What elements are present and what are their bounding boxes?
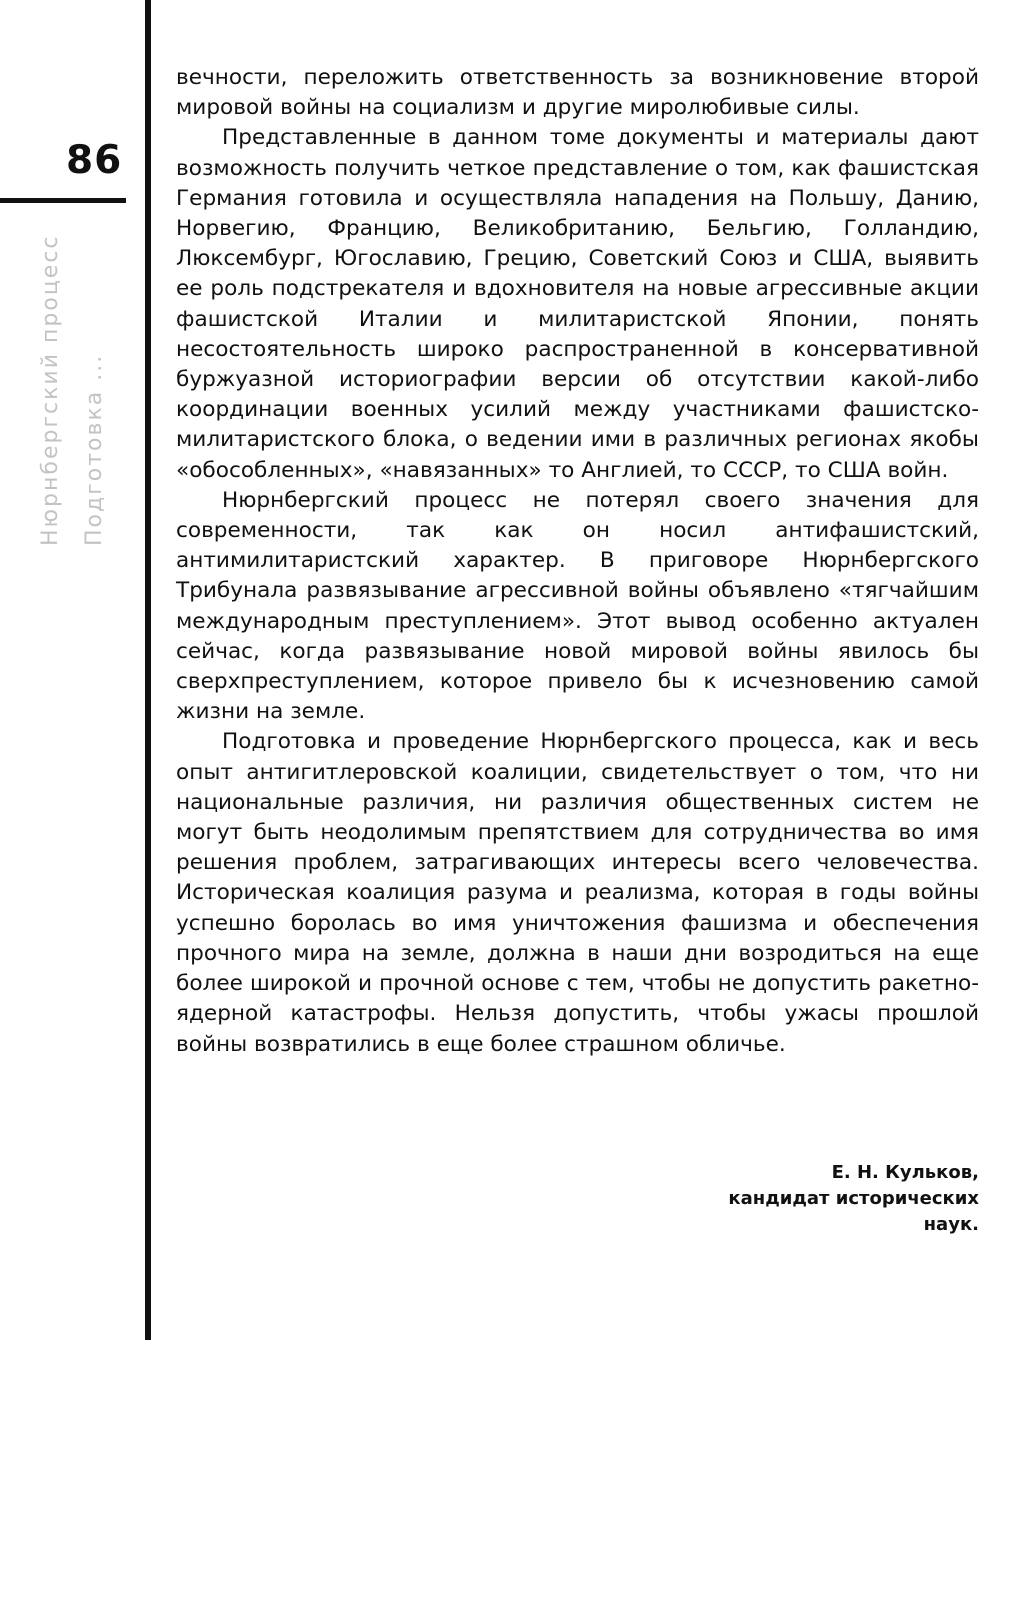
side-text-column-2: Подготовка ... bbox=[82, 353, 107, 546]
page-number-rule bbox=[0, 198, 126, 203]
side-bleedthrough-text bbox=[38, 216, 124, 546]
vertical-margin-rule bbox=[145, 0, 151, 1340]
paragraph-continuation: вечности, переложить ответственность за возникновение второй мировой войны на социализм и другие миролюбивые силы. bbox=[176, 65, 979, 121]
author-title-line-1: кандидат исторических bbox=[728, 1188, 979, 1209]
author-name: Е. Н. Кульков, bbox=[831, 1162, 979, 1183]
body-text bbox=[176, 63, 979, 1060]
paragraph-coalition: Подготовка и проведение Нюрнбергского процесса, как и весь опыт антигитлеровской коалиции, свидетельствует о том, что ни национальные различия, ни различия общественных систем не могут быть неодолимым препятствием для сотрудничества во имя решения проблем, затрагивающих интересы всего человечества. Историческая коалиция разума и реализма, которая в годы войны успешно боролась во имя уничтожения фашизма и обеспечения прочного мира на земле, должна в наши дни возродиться на еще более широкой и прочной основе с тем, чтобы не допустить ракетно-ядерной катастрофы. Нельзя допустить, чтобы ужасы прошлой войны возвратились в еще более страшном обличье. bbox=[176, 729, 979, 1057]
side-text-column-1: Нюрнбергский процесс bbox=[38, 234, 63, 546]
paragraph-documents: Представленные в данном томе документы и материалы дают возможность получить четкое представление о том, как фашистская Германия готовила и осуществляла нападения на Польшу, Данию, Норвегию, Францию, Великобританию, Бельгию, Голландию, Люксембург, Югославию, Грецию, Советский Союз и США, выявить ее роль подстрекателя и вдохновителя на новые агрессивные акции фашистской Италии и милитаристской Японии, понять несостоятельность широко распространенной в консервативной буржуазной историографии версии об отсутствии какой-либо координации военных усилий между участниками фашистско-милитаристского блока, о ведении ими в различных регионах якобы «обособленных», «навязанных» то Англией, то СССР, то США войн. bbox=[176, 125, 979, 483]
author-signature bbox=[728, 1160, 979, 1238]
author-title-line-2: наук. bbox=[923, 1214, 979, 1235]
paragraph-nuremberg-significance: Нюрнбергский процесс не потерял своего значения для современности, так как он носил антифашистский, антимилитаристский характер. В приговоре Нюрнбергского Трибунала развязывание агрессивной войны объявлено «тягчайшим международным преступлением». Этот вывод особенно актуален сейчас, когда развязывание новой мировой войны явилось бы сверхпреступлением, которое привело бы к исчезновению самой жизни на земле. bbox=[176, 487, 979, 725]
page-number: 86 bbox=[66, 138, 123, 183]
